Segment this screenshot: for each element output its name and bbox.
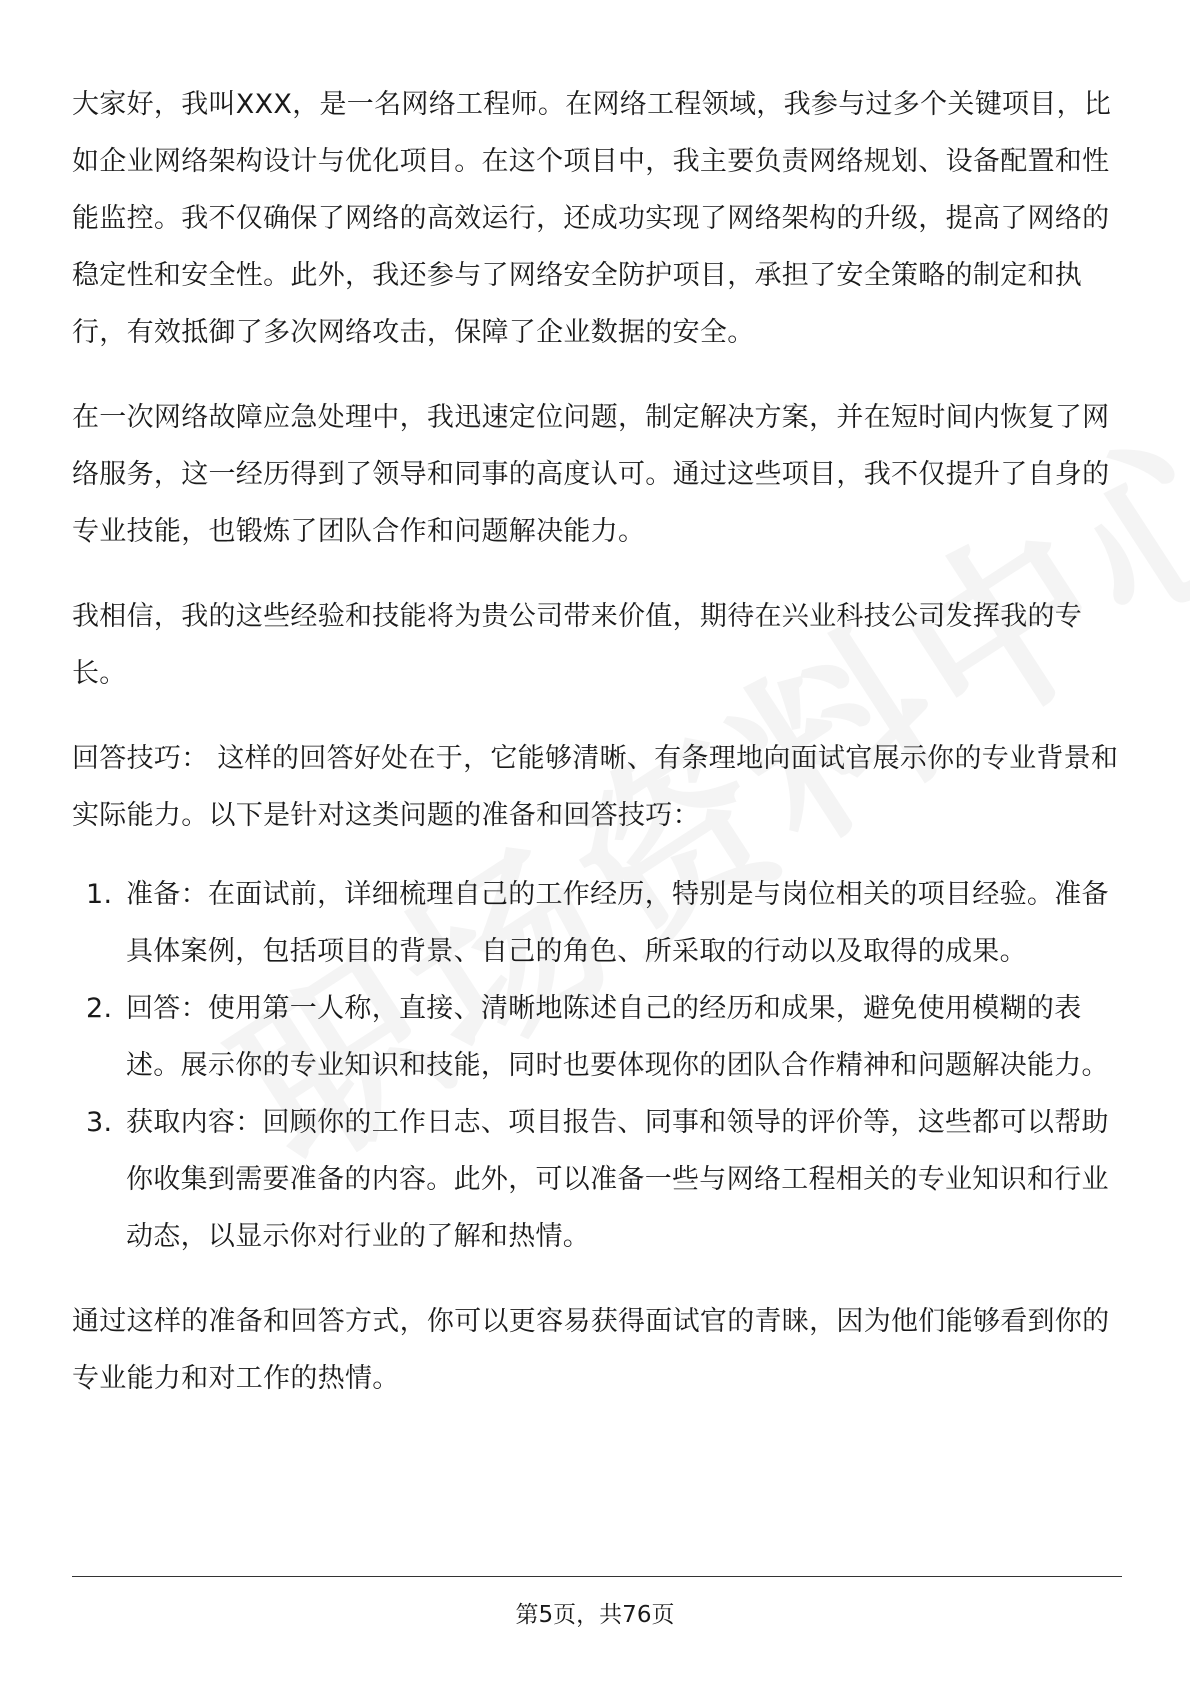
page-number: 第5页，共76页	[515, 1602, 675, 1628]
list-item	[72, 1094, 1122, 1265]
paragraph-incident: 在一次网络故障应急处理中，我迅速定位问题，制定解决方案，并在短时间内恢复了网络服务，这一经历得到了领导和同事的高度认可。通过这些项目，我不仅提升了自身的专业技能，也锻炼了团队合作和问题解决能力。	[72, 402, 1110, 547]
paragraph-closing: 通过这样的准备和回答方式，你可以更容易获得面试官的青睐，因为他们能够看到你的专业能力和对工作的热情。	[72, 1306, 1110, 1394]
list-item	[72, 866, 1122, 980]
list-item	[72, 980, 1122, 1094]
list-item-number: 3.	[86, 1107, 113, 1138]
list-item-text: 获取内容：回顾你的工作日志、项目报告、同事和领导的评价等，这些都可以帮助你收集到需要准备的内容。此外，可以准备一些与网络工程相关的专业知识和行业动态，以显示你对行业的了解和热情。	[126, 1107, 1109, 1252]
list-item-number: 1.	[86, 879, 113, 910]
paragraph-intro: 大家好，我叫XXX，是一名网络工程师。在网络工程领域，我参与过多个关键项目，比如企业网络架构设计与优化项目。在这个项目中，我主要负责网络规划、设备配置和性能监控。我不仅确保了网络的高效运行，还成功实现了网络架构的升级，提高了网络的稳定性和安全性。此外，我还参与了网络安全防护项目，承担了安全策略的制定和执行，有效抵御了多次网络攻击，保障了企业数据的安全。	[72, 89, 1112, 348]
list-item-text: 回答：使用第一人称，直接、清晰地陈述自己的经历和成果，避免使用模糊的表述。展示你的专业知识和技能，同时也要体现你的团队合作精神和问题解决能力。	[126, 993, 1109, 1081]
list-item-number: 2.	[86, 993, 113, 1024]
tips-list	[72, 866, 1122, 1265]
footer-divider	[72, 1576, 1122, 1577]
paragraph-answer-tips: 回答技巧： 这样的回答好处在于，它能够清晰、有条理地向面试官展示你的专业背景和实际能力。以下是针对这类问题的准备和回答技巧：	[72, 743, 1119, 831]
list-item-text: 准备：在面试前，详细梳理自己的工作经历，特别是与岗位相关的项目经验。准备具体案例，包括项目的背景、自己的角色、所采取的行动以及取得的成果。	[126, 879, 1109, 967]
paragraph-value: 我相信，我的这些经验和技能将为贵公司带来价值，期待在兴业科技公司发挥我的专长。	[72, 601, 1083, 689]
document-body	[72, 76, 1122, 1435]
